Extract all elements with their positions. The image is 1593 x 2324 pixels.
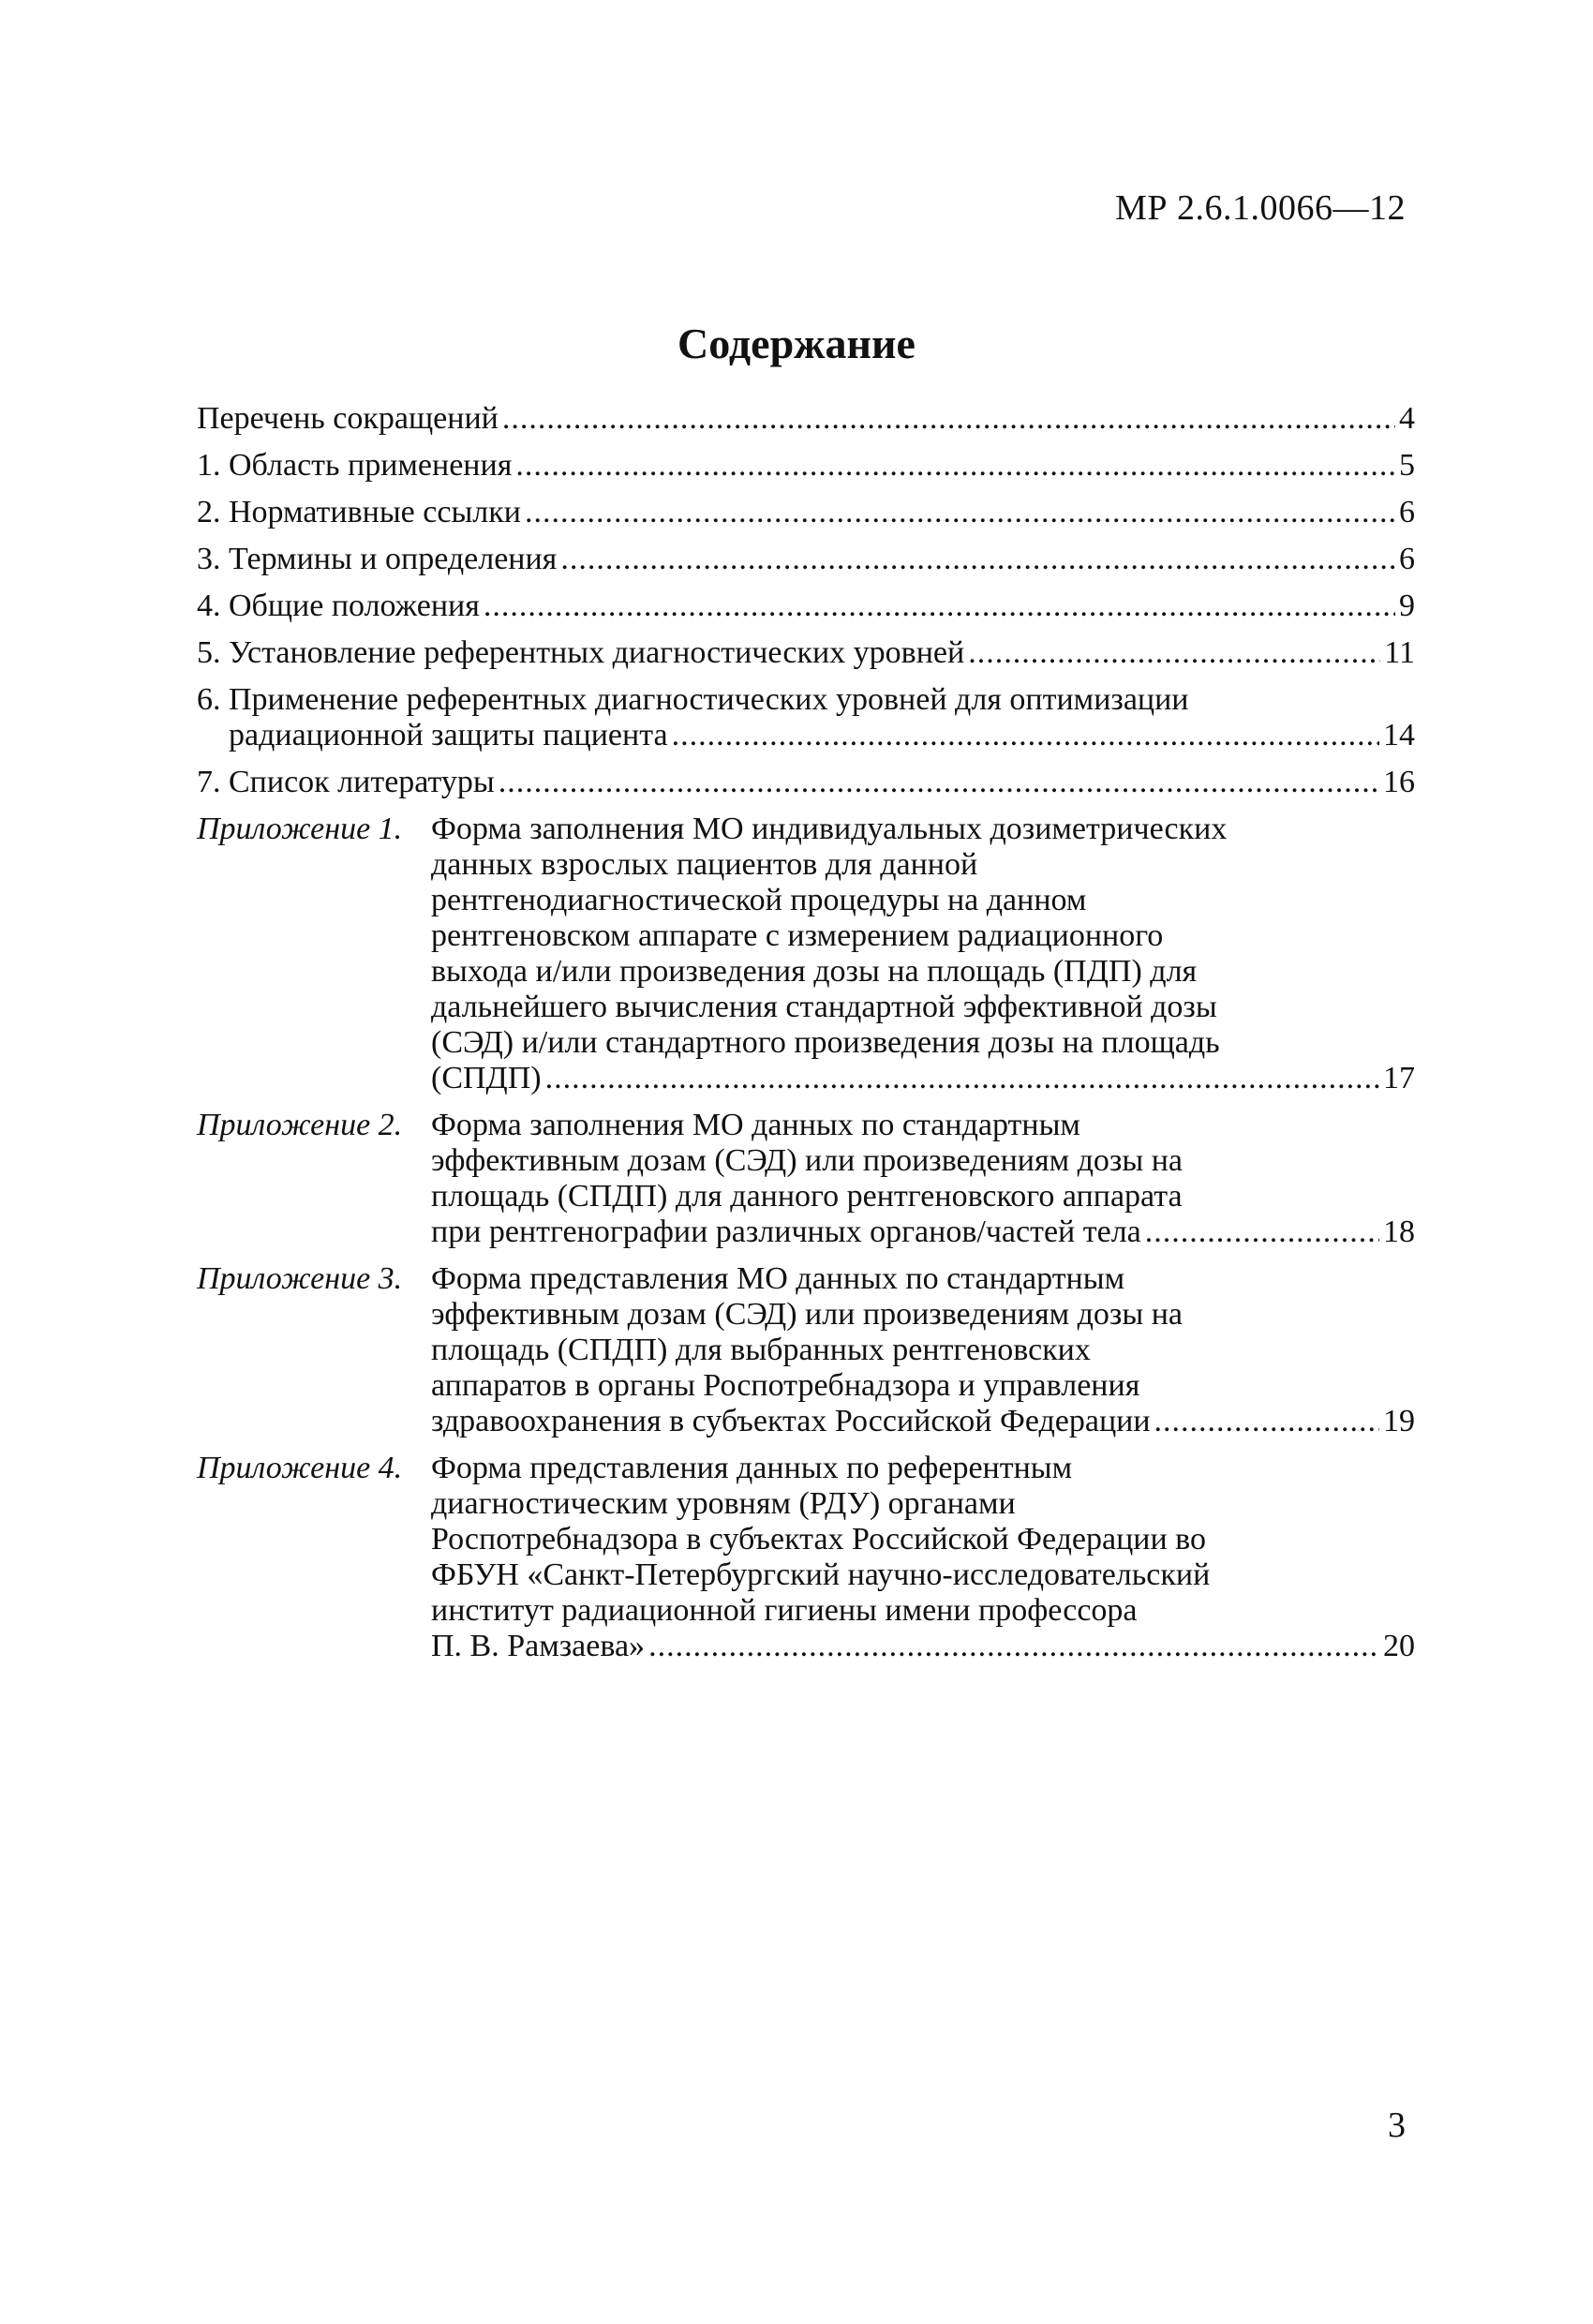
appendix-title-line: площадь (СПДП) для данного рентгеновского аппарата <box>431 1179 1183 1214</box>
appendix-title-line: рентгенодиагностической процедуры на данном <box>431 883 1087 917</box>
toc-entry-scope[interactable] <box>197 448 1415 484</box>
toc-entry-page: 4 <box>1399 401 1415 436</box>
toc-entry-title-line: 6. Применение референтных диагностических уровней для оптимизации <box>197 682 1189 717</box>
toc-entry-page: 9 <box>1399 588 1415 623</box>
appendix-label: Приложение 1. <box>197 812 403 846</box>
leader-dots <box>545 1061 1379 1096</box>
toc-entry-page: 18 <box>1383 1214 1415 1249</box>
leader-dots <box>484 588 1395 624</box>
appendix-label: Приложение 4. <box>197 1451 403 1485</box>
appendix-title-line: Роспотребнадзора в субъектах Российской Федерации во <box>431 1522 1206 1557</box>
toc-entry-page: 16 <box>1383 765 1415 799</box>
toc-entry-title: 7. Список литературы <box>197 765 495 799</box>
toc-entry-general-provisions[interactable] <box>197 588 1415 624</box>
leader-dots <box>968 635 1380 671</box>
appendix-title-line: (СЭД) и/или стандартного произведения дозы на площадь <box>431 1025 1220 1060</box>
appendix-label: Приложение 3. <box>197 1261 403 1296</box>
toc-entry-title: 4. Общие положения <box>197 588 480 623</box>
appendix-title-line: эффективным дозам (СЭД) или произведениям дозы на <box>431 1297 1183 1332</box>
toc-entry-title: 5. Установление референтных диагностических уровней <box>197 635 965 670</box>
toc-entry-appendix-2[interactable] <box>197 1108 1415 1250</box>
appendix-title-line: Форма заполнения МО данных по стандартным <box>431 1108 1080 1142</box>
toc-entry-terms[interactable] <box>197 542 1415 577</box>
appendix-title-line: рентгеновском аппарате с измерением радиационного <box>431 918 1164 953</box>
toc-entry-page: 19 <box>1383 1404 1415 1438</box>
leader-dots <box>525 495 1395 530</box>
toc-entry-appendix-1[interactable] <box>197 812 1415 1096</box>
leader-dots <box>515 448 1395 484</box>
appendix-title-last-line: при рентгенографии различных органов/частей тела <box>431 1214 1141 1249</box>
toc-entry-appendix-3[interactable] <box>197 1261 1415 1439</box>
appendix-title-line: диагностическим уровням (РДУ) органами <box>431 1486 1016 1521</box>
toc-entry-page: 6 <box>1399 542 1415 576</box>
appendix-title-line: эффективным дозам (СЭД) или произведениям дозы на <box>431 1143 1183 1178</box>
appendix-title-last-line: П. В. Рамзаева» <box>431 1629 646 1663</box>
appendix-title-line: ФБУН «Санкт-Петербургский научно-исследовательский <box>431 1557 1211 1592</box>
toc-entry-abbreviations[interactable] <box>197 401 1415 437</box>
toc-entry-page: 20 <box>1383 1629 1415 1663</box>
appendix-title-last-line: (СПДП) <box>431 1061 542 1095</box>
page-number: 3 <box>1388 2106 1406 2145</box>
toc-entry-page: 5 <box>1399 448 1415 483</box>
toc-entry-title: 3. Термины и определения <box>197 542 558 576</box>
toc-entry-page: 11 <box>1384 635 1415 670</box>
leader-dots <box>1145 1214 1379 1250</box>
leader-dots <box>502 401 1395 437</box>
appendix-title-line: Форма заполнения МО индивидуальных дозиметрических <box>431 812 1228 846</box>
toc-entry-page: 6 <box>1399 495 1415 529</box>
toc-entry-appendix-4[interactable] <box>197 1451 1415 1664</box>
appendix-title-line: дальнейшего вычисления стандартной эффективной дозы <box>431 990 1217 1024</box>
document-code: МР 2.6.1.0066—12 <box>1115 188 1406 228</box>
leader-dots <box>499 765 1379 800</box>
toc-entry-applying-levels[interactable] <box>197 682 1415 753</box>
toc-title: Содержание <box>677 320 916 367</box>
toc-entry-references[interactable] <box>197 765 1415 800</box>
leader-dots <box>560 542 1395 577</box>
toc-entry-title: 1. Область применения <box>197 448 513 483</box>
table-of-contents <box>197 401 1415 1676</box>
toc-entry-page: 17 <box>1383 1061 1415 1095</box>
appendix-title-line: аппаратов в органы Роспотребнадзора и управления <box>431 1368 1140 1403</box>
appendix-title-line: Форма представления данных по референтным <box>431 1451 1073 1485</box>
toc-entry-page: 14 <box>1383 718 1415 752</box>
leader-dots <box>648 1629 1379 1664</box>
appendix-title-line: выхода и/или произведения дозы на площадь (ПДП) для <box>431 954 1198 989</box>
toc-entry-title: Перечень сокращений <box>197 401 499 436</box>
toc-entry-title-last-line: радиационной защиты пациента <box>229 718 668 752</box>
leader-dots <box>1154 1404 1379 1439</box>
appendix-title-line: данных взрослых пациентов для данной <box>431 847 978 882</box>
toc-entry-establishing-levels[interactable] <box>197 635 1415 671</box>
toc-entry-normative-references[interactable] <box>197 495 1415 530</box>
appendix-label: Приложение 2. <box>197 1108 403 1142</box>
leader-dots <box>672 718 1379 753</box>
appendix-title-line: площадь (СПДП) для выбранных рентгеновских <box>431 1333 1091 1367</box>
appendix-title-line: институт радиационной гигиены имени профессора <box>431 1593 1138 1628</box>
appendix-title-last-line: здравоохранения в субъектах Российской Федерации <box>431 1404 1151 1438</box>
toc-entry-title: 2. Нормативные ссылки <box>197 495 521 529</box>
appendix-title-line: Форма представления МО данных по стандартным <box>431 1261 1125 1296</box>
